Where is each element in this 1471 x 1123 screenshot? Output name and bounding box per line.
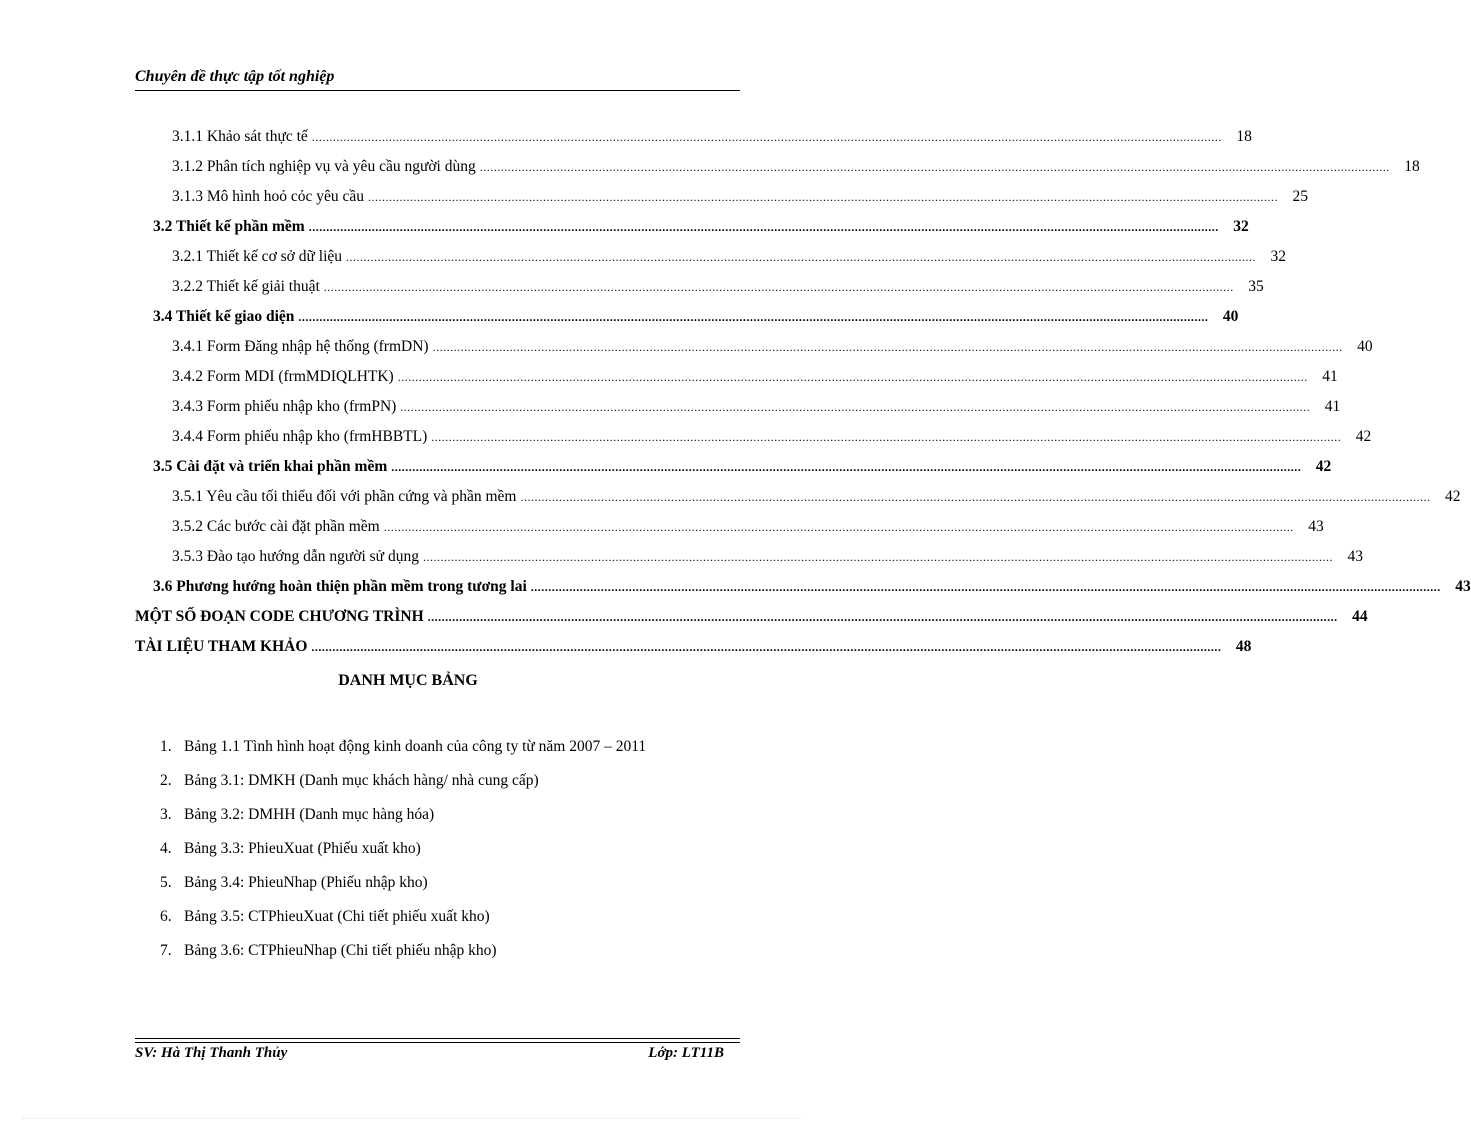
toc-entry[interactable] xyxy=(153,218,1249,236)
toc-entry-title: 3.6 Phương hướng hoàn thiện phần mềm trong tương lai xyxy=(153,578,527,595)
table-list-number: 1. xyxy=(160,738,172,755)
toc-entry-title: 3.4.4 Form phiếu nhập kho (frmHBBTL) xyxy=(172,428,428,445)
toc-entry[interactable] xyxy=(153,578,1471,596)
toc-leader-dots: .................................................................................................................................................................................................................................................................... xyxy=(308,220,1219,234)
toc-entry-title: 3.5.3 Đào tạo hướng dẫn người sử dụng xyxy=(172,548,419,565)
toc-entry-page: 40 xyxy=(1222,308,1239,325)
table-list-item[interactable] xyxy=(160,840,421,858)
toc-entry-page: 43 xyxy=(1455,578,1471,595)
table-list-text: Bảng 1.1 Tình hình hoạt động kinh doanh của công ty từ năm 2007 – 2011 xyxy=(184,738,647,755)
toc-leader-dots: .................................................................................................................................................................................................................................................................... xyxy=(479,160,1390,174)
toc-entry-page: 42 xyxy=(1444,488,1461,505)
table-list-item[interactable] xyxy=(160,908,490,926)
toc-entry-page: 41 xyxy=(1324,398,1341,415)
toc-entry[interactable] xyxy=(153,308,1239,326)
table-list-number: 5. xyxy=(160,874,172,891)
table-list-number: 7. xyxy=(160,942,172,959)
toc-entry-page: 44 xyxy=(1352,608,1368,625)
table-list-text: Bảng 3.2: DMHH (Danh mục hàng hóa) xyxy=(184,806,435,823)
table-list-number: 4. xyxy=(160,840,172,857)
table-list-item[interactable] xyxy=(160,874,428,892)
page-header-title: Chuyên đề thực tập tốt nghiệp xyxy=(135,68,335,85)
toc-entry-page: 40 xyxy=(1357,338,1373,355)
toc-entry-page: 41 xyxy=(1322,368,1338,385)
toc-leader-dots: .................................................................................................................................................................................................................................................................... xyxy=(431,430,1342,444)
table-list-item[interactable] xyxy=(160,738,646,756)
toc-leader-dots: .................................................................................................................................................................................................................................................................... xyxy=(520,490,1431,504)
toc-entry-page: 25 xyxy=(1292,188,1308,205)
table-list-text: Bảng 3.5: CTPhieuXuat (Chi tiết phiếu xuất kho) xyxy=(184,908,490,925)
toc-entry[interactable] xyxy=(135,608,1368,626)
footer-rule xyxy=(135,1038,740,1039)
table-list-number: 3. xyxy=(160,806,172,823)
toc-entry-title: 3.2.1 Thiết kế cơ sở dữ liệu xyxy=(172,248,343,265)
toc-entry-title: 3.2 Thiết kế phần mềm xyxy=(153,218,305,235)
toc-entry-page: 32 xyxy=(1233,218,1249,235)
toc-entry-title: 3.4.2 Form MDI (frmMDIQLHTK) xyxy=(172,368,394,385)
toc-entry[interactable] xyxy=(172,398,1341,416)
toc-entry-page: 35 xyxy=(1248,278,1264,295)
toc-leader-dots: .................................................................................................................................................................................................................................................................... xyxy=(346,250,1257,264)
toc-entry[interactable] xyxy=(172,248,1287,266)
toc-entry[interactable] xyxy=(172,188,1308,206)
toc-entry-page: 48 xyxy=(1235,638,1252,655)
toc-entry-page: 43 xyxy=(1308,518,1324,535)
toc-leader-dots: .................................................................................................................................................................................................................................................................... xyxy=(397,370,1308,384)
toc-entry[interactable] xyxy=(172,518,1324,536)
toc-leader-dots: .................................................................................................................................................................................................................................................................... xyxy=(368,190,1278,204)
footer-class: Lớp: LT11B xyxy=(648,1045,724,1061)
toc-entry-page: 43 xyxy=(1347,548,1363,565)
toc-leader-dots: .................................................................................................................................................................................................................................................................... xyxy=(427,610,1338,624)
footer-student-name: SV: Hà Thị Thanh Thủy xyxy=(135,1045,288,1061)
toc-leader-dots: .................................................................................................................................................................................................................................................................... xyxy=(298,310,1209,324)
toc-entry-page: 32 xyxy=(1270,248,1287,265)
toc-entry-title: 3.5.1 Yêu cầu tối thiểu đối với phần cứng và phần mềm xyxy=(172,488,517,505)
table-list-text: Bảng 3.1: DMKH (Danh mục khách hàng/ nhà cung cấp) xyxy=(184,772,539,789)
toc-entry-title: 3.1.2 Phân tích nghiệp vụ và yêu cầu người dùng xyxy=(172,158,476,175)
table-list-item[interactable] xyxy=(160,806,434,824)
toc-entry[interactable] xyxy=(172,548,1363,566)
table-list-item[interactable] xyxy=(160,772,539,790)
toc-entry-title: 3.4 Thiết kế giao diện xyxy=(153,308,295,325)
toc-entry-page: 18 xyxy=(1236,128,1252,145)
toc-entry-title: MỘT SỐ ĐOẠN CODE CHƯƠNG TRÌNH xyxy=(135,608,424,625)
table-list-item[interactable] xyxy=(160,942,497,960)
toc-leader-dots: .................................................................................................................................................................................................................................................................... xyxy=(383,520,1294,534)
table-list-text: Bảng 3.6: CTPhieuNhap (Chi tiết phiếu nhập kho) xyxy=(184,942,497,959)
toc-entry-page: 42 xyxy=(1355,428,1372,445)
toc-entry-page: 18 xyxy=(1404,158,1420,175)
toc-leader-dots: .................................................................................................................................................................................................................................................................... xyxy=(311,640,1222,654)
toc-entry-title: TÀI LIỆU THAM KHẢO xyxy=(135,638,308,655)
table-list-number: 2. xyxy=(160,772,172,789)
toc-leader-dots: .................................................................................................................................................................................................................................................................... xyxy=(422,550,1333,564)
toc-entry[interactable] xyxy=(172,128,1252,146)
toc-entry-title: 3.2.2 Thiết kế giải thuật xyxy=(172,278,320,295)
toc-leader-dots: .................................................................................................................................................................................................................................................................... xyxy=(391,460,1302,474)
toc-entry[interactable] xyxy=(135,638,1252,656)
toc-leader-dots: .................................................................................................................................................................................................................................................................... xyxy=(432,340,1343,354)
toc-leader-dots: .................................................................................................................................................................................................................................................................... xyxy=(323,280,1234,294)
header-rule xyxy=(135,90,740,91)
toc-entry[interactable] xyxy=(172,158,1420,176)
toc-entry-title: 3.4.3 Form phiếu nhập kho (frmPN) xyxy=(172,398,397,415)
table-list-number: 6. xyxy=(160,908,172,925)
toc-entry[interactable] xyxy=(172,368,1338,386)
toc-leader-dots: .................................................................................................................................................................................................................................................................... xyxy=(530,580,1441,594)
toc-entry[interactable] xyxy=(172,428,1372,446)
toc-entry[interactable] xyxy=(172,338,1373,356)
toc-leader-dots: .................................................................................................................................................................................................................................................................... xyxy=(311,130,1222,144)
toc-entry[interactable] xyxy=(172,488,1461,506)
toc-entry-title: 3.4.1 Form Đăng nhập hệ thống (frmDN) xyxy=(172,338,429,355)
toc-entry-title: 3.1.3 Mô hình hoỏ cỏc yêu cầu xyxy=(172,188,364,205)
list-of-tables-heading: DANH MỤC BẢNG xyxy=(338,672,478,689)
toc-entry[interactable] xyxy=(172,278,1264,296)
toc-entry-title: 3.5 Cài đặt và triển khai phần mềm xyxy=(153,458,388,475)
toc-entry[interactable] xyxy=(153,458,1332,476)
footer-rule-double xyxy=(135,1042,740,1043)
table-list-text: Bảng 3.3: PhieuXuat (Phiếu xuất kho) xyxy=(184,840,421,857)
table-list-text: Bảng 3.4: PhieuNhap (Phiếu nhập kho) xyxy=(184,874,428,891)
page-edge-dots xyxy=(22,1118,802,1119)
toc-entry-title: 3.5.2 Các bước cài đặt phần mềm xyxy=(172,518,380,535)
toc-entry-page: 42 xyxy=(1315,458,1332,475)
toc-entry-title: 3.1.1 Khảo sát thực tế xyxy=(172,128,308,145)
toc-leader-dots: .................................................................................................................................................................................................................................................................... xyxy=(400,400,1311,414)
